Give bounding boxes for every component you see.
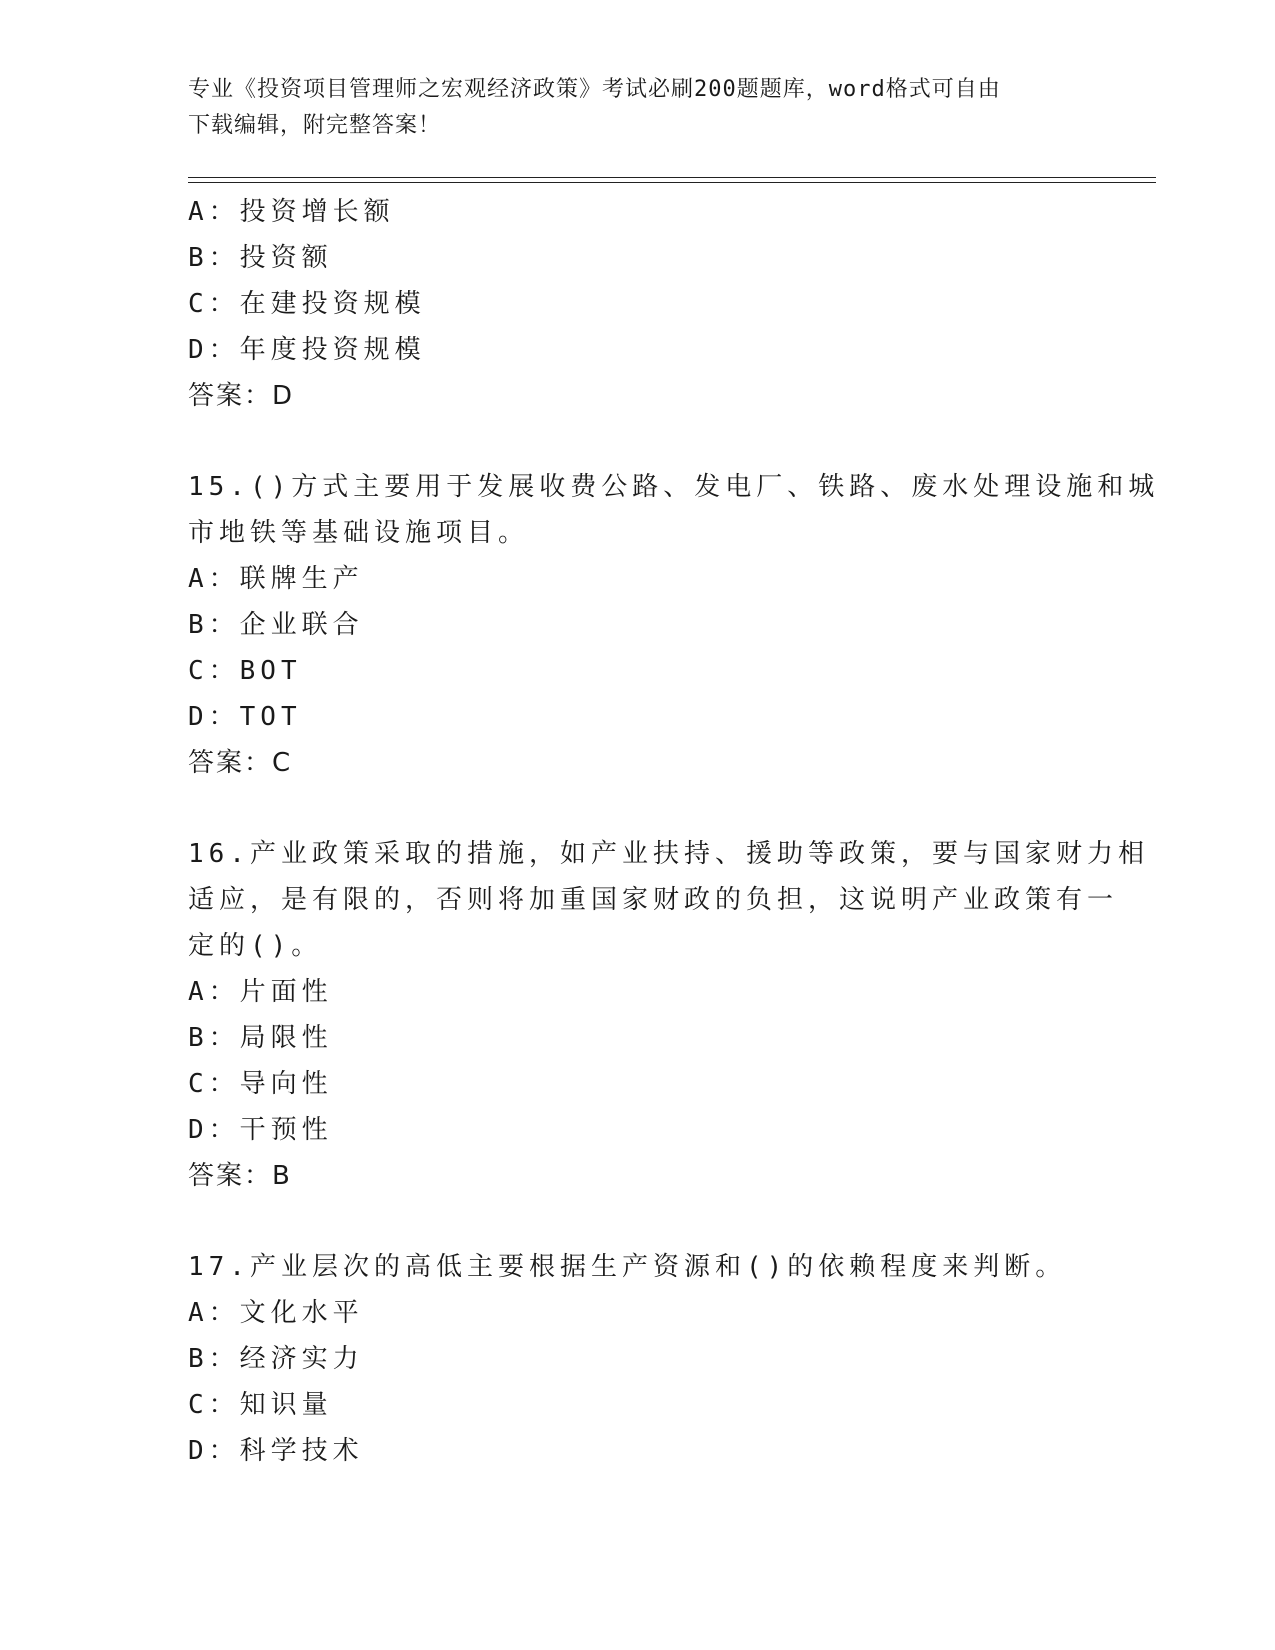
option-c: C：在建投资规模 (188, 289, 426, 319)
question-block-15 (188, 464, 1160, 786)
header-divider-top (188, 177, 1156, 178)
header-divider-bottom (188, 182, 1156, 183)
block-spacer (188, 1199, 1088, 1244)
question-text-line: 17.产业层次的高低主要根据生产资源和()的依赖程度来判断。 (188, 1252, 1067, 1282)
option-c: C：导向性 (188, 1069, 333, 1099)
question-text-line: 适应，是有限的，否则将加重国家财政的负担，这说明产业政策有一 (188, 885, 1119, 915)
question-text-line: 市地铁等基础设施项目。 (188, 518, 530, 548)
option-a: A：联牌生产 (188, 564, 364, 594)
answer-line: 答案：B (188, 1161, 292, 1191)
block-spacer (188, 786, 1088, 831)
option-b: B：企业联合 (188, 610, 364, 640)
answer-line: 答案：D (188, 381, 295, 411)
question-block-17 (188, 1244, 1088, 1474)
block-spacer (188, 419, 1088, 464)
option-c: C：BOT (188, 656, 302, 686)
option-d: D：科学技术 (188, 1436, 364, 1466)
option-a: A：文化水平 (188, 1298, 364, 1328)
option-d: D：年度投资规模 (188, 335, 426, 365)
question-block-16 (188, 831, 1149, 1199)
option-a: A：片面性 (188, 977, 333, 1007)
question-text-line: 15.()方式主要用于发展收费公路、发电厂、铁路、废水处理设施和城 (188, 472, 1160, 502)
option-b: B：经济实力 (188, 1344, 364, 1374)
option-d: D：TOT (188, 702, 302, 732)
question-text-line: 定的()。 (188, 931, 323, 961)
question-list (188, 189, 1160, 1474)
question-block-14 (188, 189, 1088, 419)
header-line-1: 专业《投资项目管理师之宏观经济政策》考试必刷200题题库，word格式可自由 (188, 77, 1001, 102)
option-b: B：投资额 (188, 243, 333, 273)
option-a: A：投资增长额 (188, 197, 395, 227)
option-c: C：知识量 (188, 1390, 333, 1420)
header-line-2: 下载编辑，附完整答案！ (188, 113, 442, 138)
answer-line: 答案：C (188, 748, 293, 778)
option-d: D：干预性 (188, 1115, 333, 1145)
option-b: B：局限性 (188, 1023, 333, 1053)
document-header (188, 72, 1068, 144)
question-text-line: 16.产业政策采取的措施，如产业扶持、援助等政策，要与国家财力相 (188, 839, 1149, 869)
